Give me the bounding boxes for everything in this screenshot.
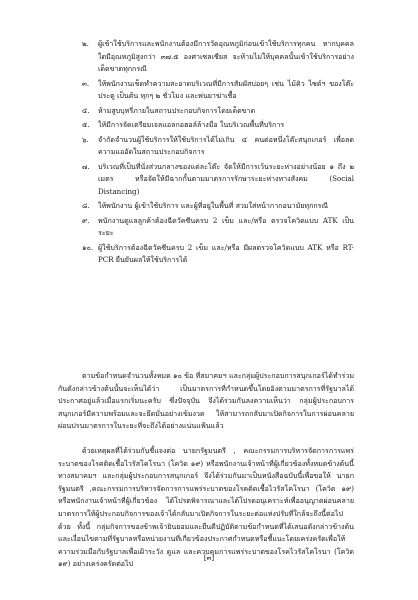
list-item	[82, 134, 354, 159]
list-item-text: จำกัดจำนวนผู้ใช้บริการให้ใช้บริการได้ไม่เกิน ๔ คนต่อหนึ่งโต๊ะสนุกเกอร์ เพื่อลดความแออัดในสถานประกอบกิจการ	[98, 134, 354, 156]
list-item-text: ให้มีการจัดเตรียมเจลแอลกอฮอล์ล้างมือ ในบริเวณพื้นที่บริการ	[98, 120, 285, 129]
list-item	[82, 119, 354, 132]
list-item-number: ๕.	[82, 120, 90, 129]
requirements-list	[82, 38, 354, 269]
list-item-text: ผู้เข้าใช้บริการและพนักงานต้องมีการวัดอุณหภูมิก่อนเข้าใช้บริการทุกคน หากบุคคลใดมีอุณหภูมิสูงกว่า ๓๗.๕ องศาเซลเซียส จะห้ามไม่ให้บุคคลนั้นเข้าใช้บริการอย่างเด็ดขาดทุกกรณี	[98, 39, 354, 73]
list-item-text: ให้พนักงาน ผู้เข้าใช้บริการ และผู้ที่อยู่ในพื้นที่ สวมใส่หน้ากากอนามัยทุกกรณี	[98, 201, 329, 210]
list-item-number: ๒.	[82, 39, 89, 48]
list-item	[82, 161, 354, 199]
list-item	[82, 215, 354, 240]
list-item-text: พนักงานดูแลลูกค้าต้องฉีดวัคซีนครบ 2 เข็ม และ/หรือ ตรวจโควิดแบบ ATK เป็นระยะ	[98, 215, 354, 237]
list-item-number: ๓.	[82, 78, 90, 88]
list-item-number: ๖.	[82, 134, 89, 144]
list-item	[82, 78, 354, 103]
list-item-text: ห้ามสูบบุหรี่ภายในสถานประกอบกิจการโดยเด็ดขาด	[98, 105, 256, 115]
list-item-number: ๗.	[82, 161, 90, 171]
list-item	[82, 105, 354, 118]
list-item-number: ๑๐.	[82, 242, 94, 252]
list-item	[82, 200, 354, 213]
list-item	[82, 38, 354, 76]
list-item-number: ๔.	[82, 105, 90, 115]
request-paragraph: ด้วยเหตุผลที่ได้ร่วมกันชี้แจงต่อ นายกรัฐมนตรี , คณะกรรมการบริหารจัดการการแพร่ระบาดของโรคติดเชื้อไวรัสโคโรนา (โควิด ๑๙) หรือพนักงานเจ้าหน้าที่ผู้เกี่ยวข้องทั้งหมดข้างต้นนี้ ทางสมาคมฯ และกลุ่มผู้ประกอบการสนุกเกอร์ จึงได้ร่วมกันมาเป็นหนังสือฉบับนี้เพื่อขอให้ นายกรัฐมนตรี ,คณะกรรมการบริหารจัดการการแพร่ระบาดของโรคติดเชื้อไวรัสโคโรนา (โควิด ๑๙) หรือพนักงานเจ้าหน้าที่ผู้เกี่ยวข้อง ได้โปรดพิจารณาและได้โปรดอนุเคราะห์เพื่ออนุญาตผ่อนคลายมาตรการให้ผู้ประกอบกิจการของเจ้าได้กลับมาเปิดกิจการในระยะต่อแห่งปรับที่ใกล้จะถึงนี้ต่อไปด้วย ทั้งนี้ กลุ่มกิจการของข้าพเจ้ายินยอมและยืนดีปฏิบัติตามข้อกำหนดที่ได้เสนอดังกล่าวข้างต้น และเงื่อนไขตามที่รัฐบาลหรือหน่วยงานที่เกี่ยวข้องประกาศกำหนดหรือชี้แนะโดยเคร่งครัดเพื่อให้ความร่วมมือกับรัฐบาลเพื่อเฝ้าระวัง ดูแล และควบคุมการแพร่ระบาดของโรคไวรัสโคโรนา (โควิด ๑๙) อย่างเคร่งครัดต่อไป	[58, 446, 354, 569]
summary-paragraph: ตามข้อกำหนดจำนวนทั้งหมด ๑๐ ข้อ ที่สมาคมฯ และกลุ่มผู้ประกอบการสนุกเกอร์ได้ทำร่วมกันดังกล่าวข้างต้นนั้นจะเห็นได้ว่า เป็นมาตรการที่กำหนดขึ้นโดยอิงตามมาตรการที่รัฐบาลได้ประกาศอยู่แล้วเมื่อแรกเริ่มนะครับ ซึ่งปัจจุบัน จึงได้ร่วมกันลงความเห็นว่า กลุ่มผู้ประกอบการสนุกเกอร์มีความพร้อมและจะยึดมั่นอย่างเข้มงวด ให้สามารถกลับมาเปิดกิจการในการผ่อนคลายผ่อนปรนมาตรการในระยะที่จะถึงได้อย่างแน่นแฟ้นแล้ว	[58, 371, 354, 431]
list-item-number: ๙.	[82, 215, 90, 225]
list-item-text: บริเวณที่เป็นที่นั่งส่วนกลางของแต่ละโต๊ะ จัดให้มีการเว้นระยะห่างอย่างน้อย ๑ ถึง ๒ เมตร หรือจัดให้มีฉากกั้นตามมาตรการรักษาระยะห่างทางสังคม (Social Distancing)	[98, 161, 354, 196]
list-item-text: ผู้ใช้บริการต้องฉีดวัคซีนครบ 2 เข็ม และ/หรือ มีผลตรวจโควิดแบบ ATK หรือ RT-PCR ยืนยันผลให้ใช้บริการได้	[98, 242, 354, 264]
list-item	[82, 242, 354, 267]
list-item-number: ๘.	[82, 201, 90, 210]
list-item-text: ให้พนักงานเช็ดทำความสะอาดบริเวณที่มีการสัมผัสบ่อยๆ เช่น ไม้คิว ไซด์ฯ ของโต๊ะ ประตู เป็นต้น ทุกๆ ๒ ชั่วโมง และพ่นยาฆ่าเชื้อ	[98, 78, 354, 100]
page-number: [๓]	[203, 554, 215, 562]
